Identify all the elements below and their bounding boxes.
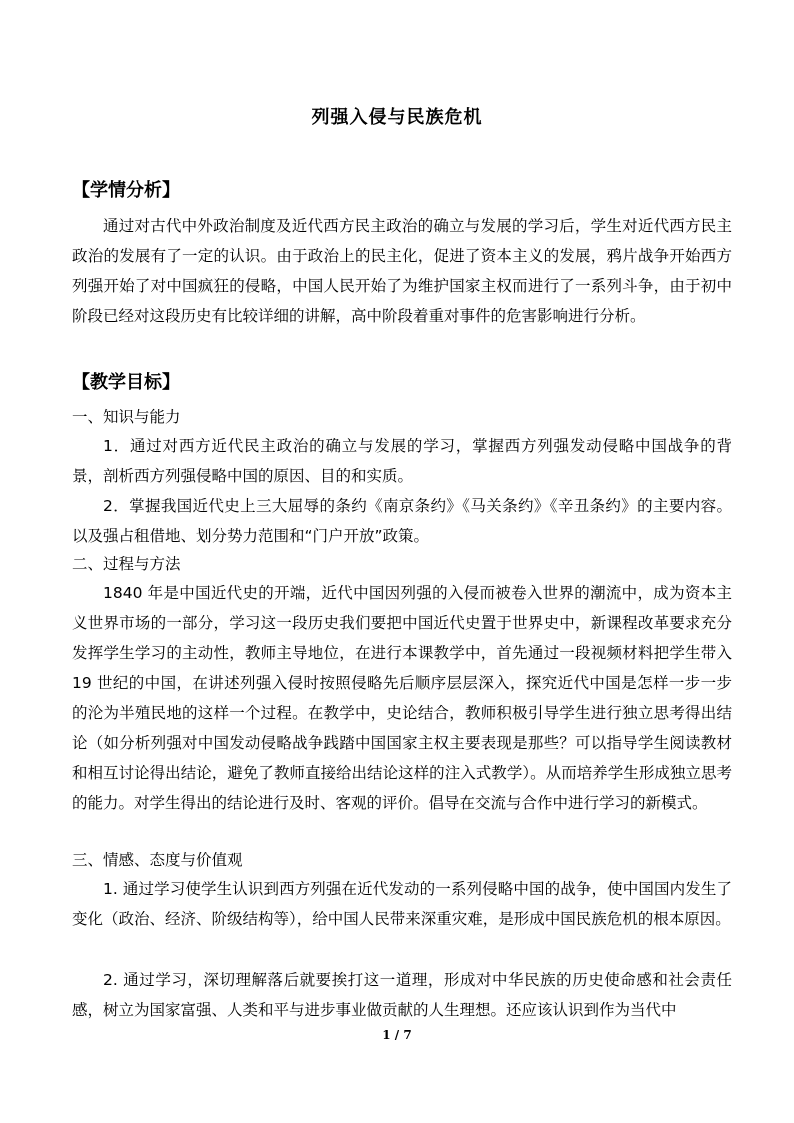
knowledge-item-1: 1．通过对西方近代民主政治的确立与发展的学习，掌握西方列强发动侵略中国战争的背景，剖析西方列强侵略中国的原因、目的和实质。 (72, 437, 732, 485)
document-title: 列强入侵与民族危机 (311, 107, 483, 128)
analysis-paragraph: 通过对古代中外政治制度及近代西方民主政治的确立与发展的学习后，学生对近代西方民主政治的发展有了一定的认识。由于政治上的民主化，促进了资本主义的发展，鸦片战争开始西方列强开始了对中国疯狂的侵略，中国人民开始了为维护国家主权而进行了一系列斗争，由于初中阶段已经对这段历史有比较详细的讲解，高中阶段着重对事件的危害影响进行分析。 (72, 217, 732, 325)
emotion-item-2: 2. 通过学习，深切理解落后就要挨打这一道理，形成对中华民族的历史使命感和社会责任感，树立为国家富强、人类和平与进步事业做贡献的人生理想。还应该认识到作为当代中 (72, 971, 732, 1019)
subheading-knowledge: 一、知识与能力 (72, 408, 181, 426)
section-heading-objectives: 【教学目标】 (72, 372, 180, 393)
subheading-emotion: 三、情感、态度与价值观 (72, 851, 243, 869)
knowledge-item-2: 2．掌握我国近代史上三大屈辱的条约《南京条约》《马关条约》《辛丑条约》的主要内容。以及强占租借地、划分势力范围和“门户开放”政策。 (72, 497, 732, 545)
subheading-process: 二、过程与方法 (72, 555, 181, 573)
section-heading-analysis: 【学情分析】 (72, 180, 180, 201)
emotion-item-1: 1. 通过学习使学生认识到西方列强在近代发动的一系列侵略中国的战争，使中国国内发生了变化（政治、经济、阶级结构等），给中国人民带来深重灾难，是形成中国民族危机的根本原因。 (72, 880, 732, 928)
process-paragraph: 1840 年是中国近代史的开端，近代中国因列强的入侵而被卷入世界的潮流中，成为资本主义世界市场的一部分，学习这一段历史我们要把中国近代史置于世界史中，新课程改革要求充分发挥学生学习的主动性，教师主导地位，在进行本课教学中，首先通过一段视频材料把学生带入 19 世纪的中国，在讲述列强入侵时按照侵略先后顺序层层深入，探究近代中国是怎样一步一步的沦为半殖民地的这样一个过程。在教学中，史论结合，教师积极引导学生进行独立思考得出结论（如分析列强对中国发动侵略战争践踏中国国家主权主要表现是那些？可以指导学生阅读教材和相互讨论得出结论，避免了教师直接给出结论这样的注入式教学）。从而培养学生形成独立思考的能力。对学生得出的结论进行及时、客观的评价。倡导在交流与合作中进行学习的新模式。 (72, 584, 732, 812)
page-number: 1 / 7 (382, 1028, 412, 1042)
